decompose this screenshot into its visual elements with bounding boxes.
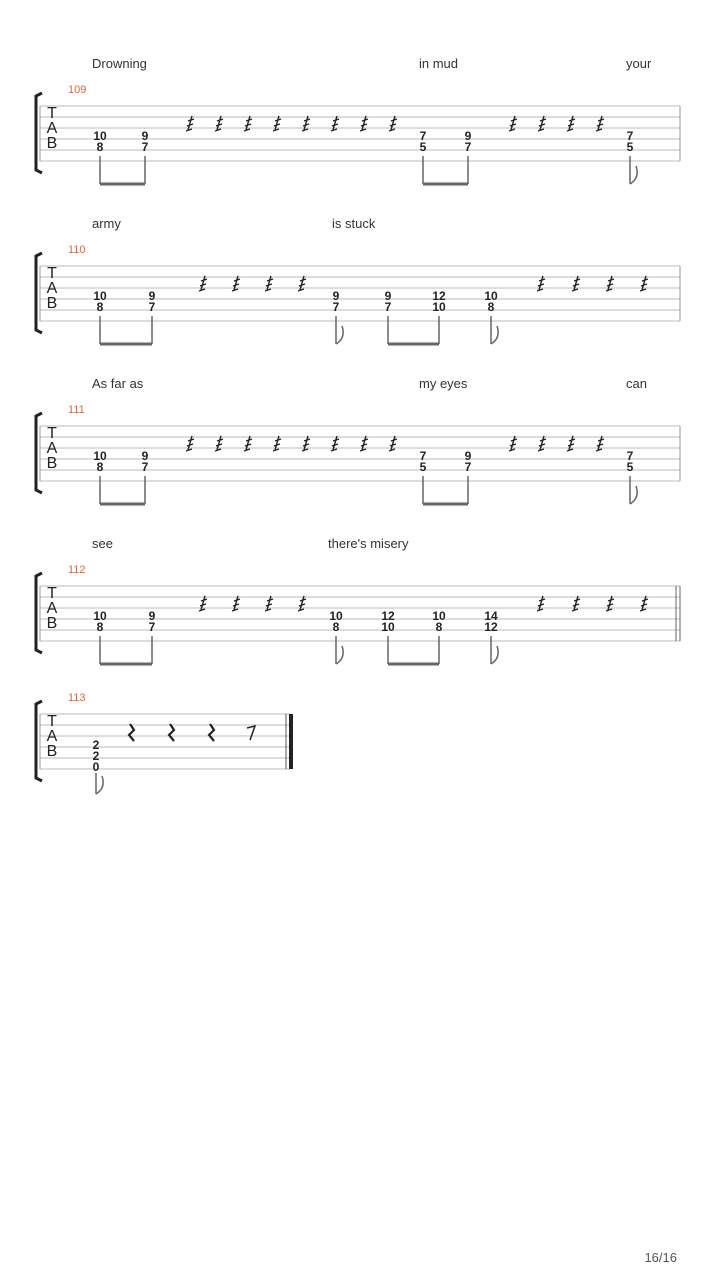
lyric: your [626,56,652,71]
page-number: 16/16 [644,1250,677,1265]
lyric: my eyes [419,376,468,391]
fret-number: 10 [432,300,446,314]
clef-t: T [47,105,57,122]
tab-system-109 [0,50,720,210]
fret-number: 7 [626,129,634,143]
fret-number: 5 [419,460,427,474]
fret-number: 7 [419,449,427,463]
lyric: see [92,536,113,551]
fret-number: 9 [384,289,392,303]
fret-number: 10 [93,129,107,143]
fret-number: 10 [329,609,343,623]
fret-number: 12 [484,620,498,634]
fret-number: 7 [464,460,472,474]
lyric: army [92,216,121,231]
clef-a: A [46,120,58,137]
lyric: there's misery [328,536,409,551]
tab-staff [0,410,720,540]
lyric: in mud [419,56,459,71]
fret-number: 9 [141,129,149,143]
fret-number: 0 [92,760,100,774]
clef-t: T [47,585,57,602]
fret-number: 9 [148,289,156,303]
clef-a: A [46,440,58,457]
lyric: is stuck [332,216,376,231]
fret-number: 10 [93,289,107,303]
fret-number: 7 [626,449,634,463]
fret-number: 7 [148,300,156,314]
clef-t: T [47,713,57,730]
fret-number: 8 [96,140,104,154]
fret-number: 14 [484,609,498,623]
fret-number: 5 [626,460,634,474]
fret-number: 9 [464,449,472,463]
fret-number: 2 [92,749,100,763]
fret-number: 8 [332,620,340,634]
clef-t: T [47,265,57,282]
fret-number: 9 [148,609,156,623]
fret-number: 9 [464,129,472,143]
clef-b: B [46,743,58,760]
fret-number: 8 [96,620,104,634]
fret-number: 10 [381,620,395,634]
fret-number: 5 [419,140,427,154]
fret-number: 10 [93,609,107,623]
fret-number: 9 [141,449,149,463]
fret-number: 12 [381,609,395,623]
measure-number: 109 [68,84,87,96]
measure-number: 111 [68,404,85,416]
tab-system-110 [0,210,720,370]
clef-b: B [46,295,58,312]
measure-number: 110 [68,244,86,256]
clef-a: A [46,600,58,617]
measure-number: 113 [68,692,86,704]
clef-b: B [46,135,58,152]
fret-number: 7 [148,620,156,634]
fret-number: 10 [484,289,498,303]
fret-number: 5 [626,140,634,154]
clef-a: A [46,280,58,297]
clef-a: A [46,728,58,745]
fret-number: 8 [96,460,104,474]
measure-number: 112 [68,564,86,576]
tab-system-113 [0,690,720,850]
fret-number: 7 [419,129,427,143]
clef-b: B [46,455,58,472]
lyric: Drowning [92,56,147,71]
lyric: can [626,376,647,391]
tab-system-112 [0,530,720,690]
fret-number: 12 [432,289,446,303]
fret-number: 10 [93,449,107,463]
fret-number: 7 [464,140,472,154]
tab-staff [0,250,720,380]
fret-number: 7 [141,460,149,474]
fret-number: 8 [435,620,443,634]
fret-number: 2 [92,738,100,752]
fret-number: 7 [384,300,392,314]
tab-staff [0,570,720,700]
fret-number: 7 [141,140,149,154]
lyric: As far as [92,376,144,391]
tab-staff [0,90,720,220]
clef-t: T [47,425,57,442]
fret-number: 7 [332,300,340,314]
fret-number: 10 [432,609,446,623]
tab-system-111 [0,370,720,530]
fret-number: 8 [96,300,104,314]
fret-number: 8 [487,300,495,314]
clef-b: B [46,615,58,632]
fret-number: 9 [332,289,340,303]
